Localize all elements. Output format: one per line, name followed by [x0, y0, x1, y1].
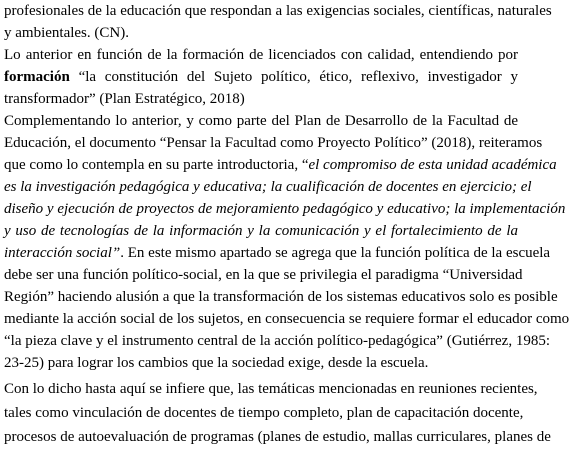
italic-quote: el compromiso de esta unidad académica: [308, 157, 557, 173]
text-line: tales como vinculación de docentes de tiempo completo, plan de capacitación docente,: [4, 405, 524, 421]
text-line: Educación, el documento “Pensar la Facultad como Proyecto Político” (2018), reiteramos: [4, 135, 543, 151]
text-line: Con lo dicho hasta aquí se infiere que, las temáticas mencionadas en reuniones recientes,: [4, 381, 538, 397]
bold-term: formación: [4, 69, 70, 85]
text-line: procesos de autoevaluación de programas (planes de estudio, mallas curriculares, planes de: [4, 429, 551, 445]
text-line: Complementando lo anterior, y como parte del Plan de Desarrollo de la Facultad de: [4, 113, 518, 129]
italic-quote: es la investigación pedagógica y educativa; la cualificación de docentes en ejercicio; el: [4, 179, 532, 195]
text-line: [4, 198, 566, 220]
text-line: que como lo contempla en su parte introductoria, “el compromiso de esta unidad académica: [4, 157, 557, 173]
text-line: 23-25) para lograr los cambios que la sociedad exige, desde la escuela.: [4, 355, 429, 371]
text-line: [4, 220, 518, 242]
text-line: mediante la acción social de los sujetos, en consecuencia se requiere formar el educador como: [4, 311, 569, 327]
text-line: profesionales de la educación que respondan a las exigencias sociales, científicas, naturales: [4, 3, 552, 19]
text-line: y ambientales. (CN).: [4, 25, 129, 41]
text-line: Lo anterior en función de la formación de licenciados con calidad, entendiendo por: [4, 47, 518, 63]
text-line: debe ser una función político-social, en la que se privilegia el paradigma “Universidad: [4, 267, 523, 283]
text-line: interacción social”. En este mismo apartado se agrega que la función política de la escuela: [4, 245, 551, 261]
italic-quote: y uso de tecnologías de la información y la comunicación y el fortalecimiento de la: [4, 223, 518, 239]
text-line: [4, 176, 532, 198]
text-line: transformador” (Plan Estratégico, 2018): [4, 91, 245, 107]
text-line: Región” haciendo alusión a que la transformación de los sistemas educativos solo es posible: [4, 289, 558, 305]
italic-quote: interacción social”: [4, 245, 121, 261]
italic-quote: diseño y ejecución de proyectos de mejoramiento pedagógico y educativo; la implementación: [4, 201, 566, 217]
text-line: “la pieza clave y el instrumento central de la acción político-pedagógica” (Gutiérrez, 1985:: [4, 333, 550, 349]
text-line: formación “la constitución del Sujeto político, ético, reflexivo, investigador y: [4, 69, 518, 85]
